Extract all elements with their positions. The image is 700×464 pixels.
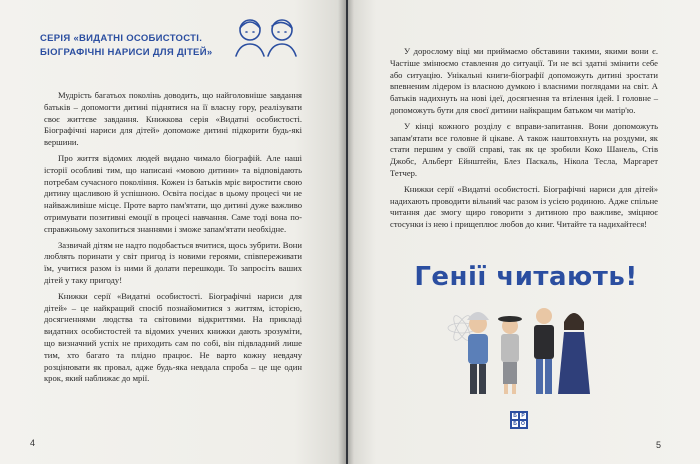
geniuses-illustration: [440, 298, 620, 400]
figure-jobs: [534, 308, 554, 394]
page-number-right: 5: [656, 440, 662, 450]
page-number-left: 4: [30, 438, 36, 448]
left-paragraph: Про життя відомих людей видано чимало біографій. Але наші історії особливі тим, що написані «мовою дитини» та відповідають потребам сучасного покоління. Кожен із батьків мріє виростити свою дитину щасливою й успішною. Освіта посідає в цьому процесі чи не найважливіше місце. Проте варто пам'ятати, що дитині дуже важливо отримувати позитивні емоції в процесі навчання. Саме тоді вона по-справжньому захопиться знаннями і зможе запам'ятати необхідне.: [44, 152, 302, 234]
right-page: [348, 0, 700, 464]
book-gutter: [338, 0, 354, 464]
left-paragraph: Зазвичай дітям не надто подобається вчитися, щось зубрити. Вони люблять поринати у світ пригод із новими героями, співпереживати їм, учитися разом із ними й долати перешкоди. То запросіть ваших дітей у таку пригоду!: [44, 239, 302, 285]
right-paragraph: У кінці кожного розділу є вправи-запитання. Вони допоможуть запам'ятати все головне й цікаве. А також наштовхнуть на роздуми, як стати першим у своїй справі, так як це зробили Коко Шанель, Стів Джобс, Альберт Ейнштейн, Блез Паскаль, Нікола Тесла, Маргарет Тетчер.: [390, 120, 658, 178]
figure-chanel: [498, 316, 522, 394]
left-paragraph: Мудрість багатьох поколінь доводить, що найголовніше завдання батьків – допомогти дитині піднятися на її власну гору, реалізувати своє життєве завдання. Книжкова серія «Видатні особистості. Біографічні нариси для дітей» допоможе дитині підкорити будь-які вершини.: [44, 90, 302, 148]
logo-letter: Б: [513, 413, 517, 419]
right-body-text: [390, 46, 658, 235]
right-paragraph: У дорослому віці ми приймаємо обставини такими, якими вони є. Частіше змінюємо ставлення до ситуації. Ти не всі здатні змінити себе або ситуацію. Унікальні книги-біографії допоможуть дитині зростати впевненим лідером із власною думкою і власними поглядами на світ. А батьків надихнуть на нові ідеї, досягнення та втілення ідей. І головне – допоможуть бути для своєї дитини найкращим батьком чи матір'ю.: [390, 46, 658, 115]
left-body-text: [44, 90, 302, 389]
right-paragraph: Книжки серії «Видатні особистості. Біографічні нариси для дітей» надихають проводити вільний час разом із усією родиною. Адже спільне читання дає змогу щиро говорити з дитиною про важливе, зміцнює стосунки із нею і прищеплює любов до книг. Читайте та надихайтеся!: [390, 183, 658, 230]
logo-letter: Р: [521, 413, 525, 419]
left-paragraph: Книжки серії «Видатні особистості. Біографічні нариси для дітей» – це найкращий спосіб познайомитися з життям, історією, досягненнями людства та світовими відкриттями. На прикладі видатних особистостей та відомих учених книжки дають зрозуміти, що визначний успіх не приходить сам по собі, він підвладний лише тим, хто багато та плідно працює. Не варто кожну невдачу розцінювати як провал, адже будь-яка невдала спроба – це ще один крок, який наближає до мрії.: [44, 290, 302, 384]
series-title: СЕРІЯ «ВИДАТНІ ОСОБИСТОСТІ. БІОГРАФІЧНІ НАРИСИ ДЛЯ ДІТЕЙ»: [40, 33, 213, 58]
portrait-pair-icon: [230, 14, 304, 58]
logo-letter: Б: [513, 421, 517, 427]
figure-einstein: [467, 312, 489, 394]
figure-thatcher: [558, 313, 590, 394]
headline: Генії читають!: [414, 262, 638, 292]
publisher-logo: [510, 411, 528, 429]
logo-letter: О: [521, 421, 525, 427]
left-page: [0, 0, 346, 464]
